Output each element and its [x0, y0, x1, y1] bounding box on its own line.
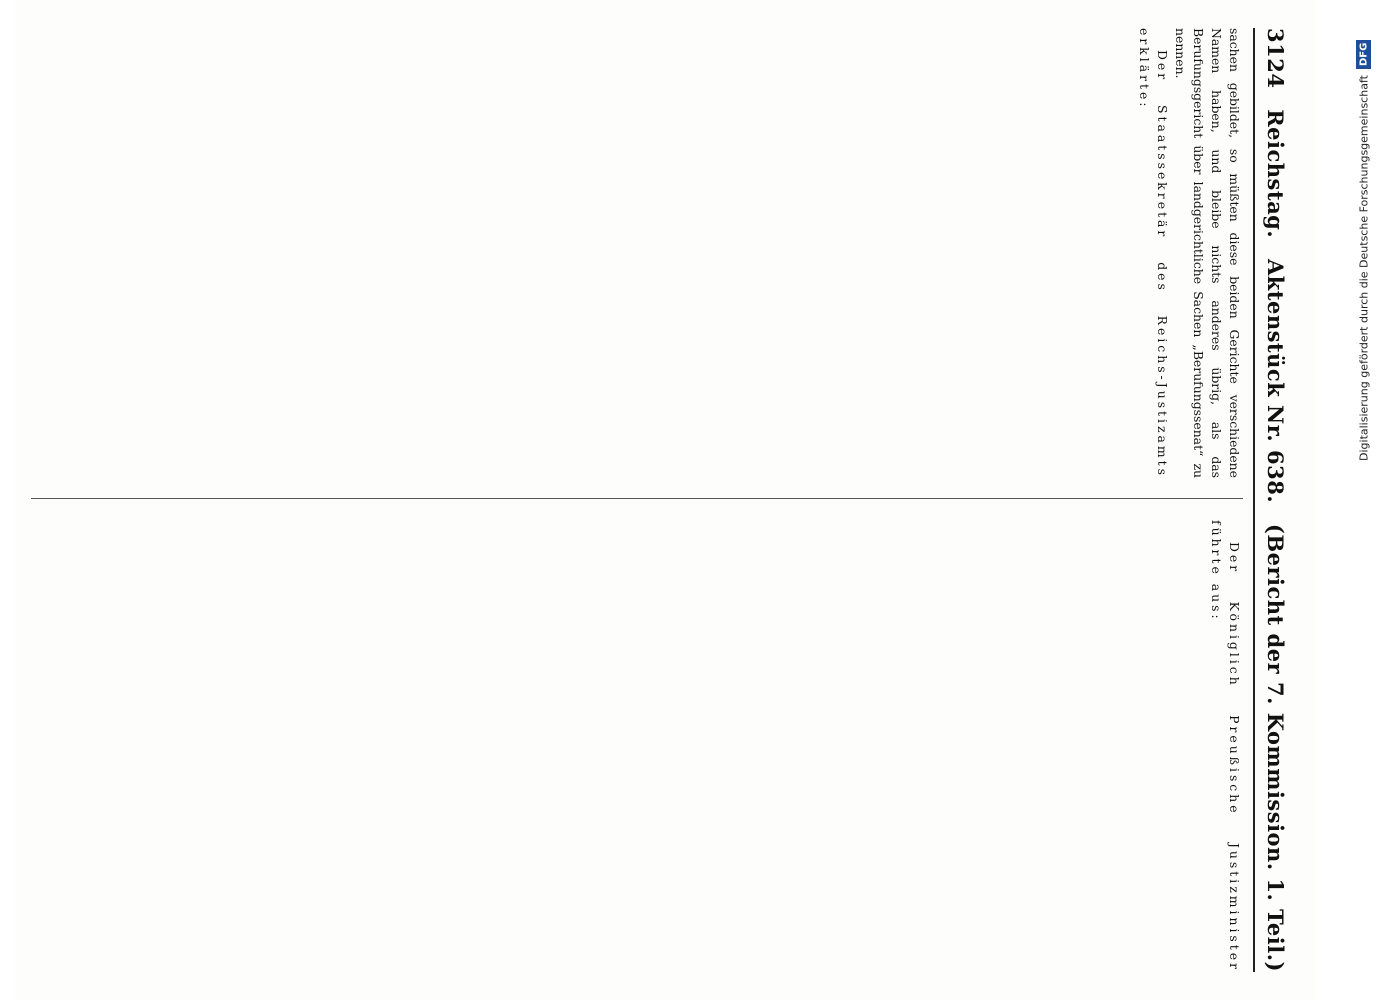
- report-title: (Bericht der 7. Kommission. 1. Teil.): [1263, 523, 1288, 972]
- publication-title: Reichstag.: [1263, 109, 1288, 239]
- left-column: [31, 28, 1243, 478]
- right-column: [31, 520, 1243, 972]
- speaker-heading: Der Königlich Preußische Justizminister führte aus:: [1209, 520, 1242, 972]
- intro-paragraph: sachen gebildet, so müßten diese beiden Gerichte verschiedene Namen haben, und bleibe nichts anderes übrig, als das Berufungsgericht über landgerichtliche Sachen „Berufungssenat“ zu nennen.: [1173, 28, 1242, 478]
- speaker-heading: Der Staatssekretär des Reichs-Justizamts erklärte:: [1137, 28, 1171, 478]
- digitization-credit: [1356, 40, 1372, 940]
- dfg-logo: DFG: [1357, 40, 1372, 69]
- document-page: [15, 0, 1315, 1000]
- column-divider: [31, 498, 1243, 499]
- digitization-text: Digitalisierung gefördert durch die Deutsche Forschungsgemeinschaft: [1357, 75, 1371, 462]
- header-rule: [1253, 28, 1255, 972]
- running-head: [1263, 28, 1303, 972]
- document-number: Aktenstück Nr. 638.: [1263, 258, 1288, 504]
- page-number: 3124: [1263, 28, 1288, 89]
